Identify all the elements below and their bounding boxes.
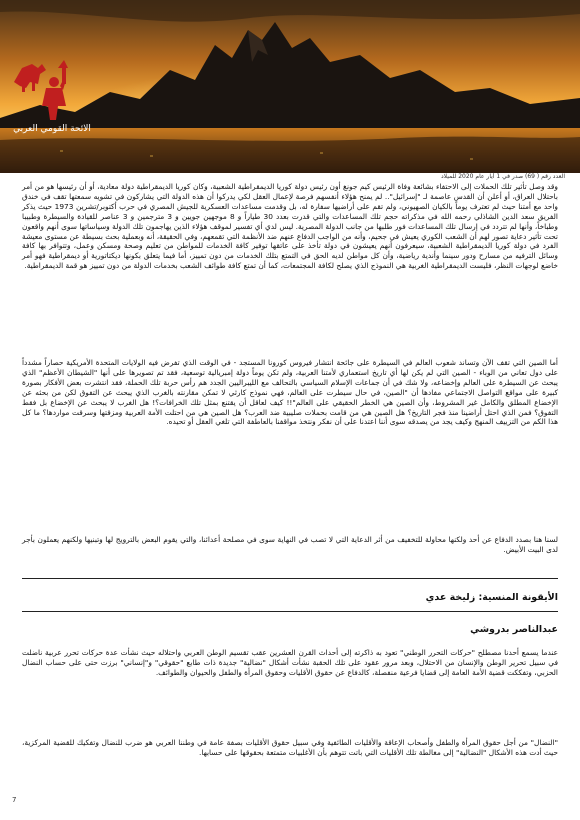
section-heading: الأيقونة المنسية: زليخة عدي — [425, 592, 558, 603]
horse-emblem-icon — [14, 64, 46, 92]
article-paragraph-1: وقد وصل تأثير تلك الحملات إلى الاحتفاء بشائعة وفاة الرئيس كيم جونغ أون رئيس دولة كوريا الديمقراطية الشعبية، وكان كوريا الديمقراطية دولة معادية، أو أن رئيسها هو من أمر باحتلال العراق، أو أعلن أن القدس عاصمة لـ "إسرائيل".. لم يمنح هؤلاء أنفسهم فرصة لإعمال العقل لكي يدركوا أن هذه الدولة التي يشاركون في تشويه سمعتها تقف في خندق واحد مع أمتنا حيث لم تعترف يوماً بالكيان الصهيوني، ولم تقم على أراضيها سفارة له، بل وقدمت مساعدات العسكرية للجيش المصري في حرب أكتوبر/تشرين 1973 حيث يذكر الفريق سعد الدين الشاذلي رحمه الله في مذكراته حجم تلك المساعدات والتي قدرت بعدد 30 طياراً و 8 موجهين جويين و 3 مترجمين و 3 عناصر للقيادة والسيطرة وطبيبا وطباخاً، وأنها لم تتردد في إرسال تلك المساعدات فور طلبها من جانب الدولة المصرية. ليس لدي أي تفسير لموقف هؤلاء الذين يهاجمون تلك الدولة وسياساتها سوى أنهم واقعون تحت تأثير دعاية تصور لهم أن الشعب الكوري يعيش في جحيم، وأنه من الواجب الدفاع عنهم ضد الأنظمة التي تقمعهم، وفي الحقيقة، أنه وبعملية بحث بسيطة عن مستوى معيشة الفرد في دولة كوريا الديمقراطية الشعبية، سيعرفون أنهم يعيشون في دولة تأخذ على عاتقها توفير كافة الخدمات للمواطن من تعليم وصحة ومسكن وعمل، وتتوافر بها كافة وسائل الترفيه من مسارح ودور سينما وأندية رياضية، وأن كل مواطن لديه الحق في التمتع بتلك الخدمات من دون تمييز، أما فيما يتعلق بكونها ديكتاتورية أو ديمقراطية فهو أمر خاضع لوجهات النظر، فليست الديمقراطية الغربية هي النموذج الذي يصلح لكافة المجتمعات، كما أن تمتع كافة طوائف الشعب بخدمات الدولة من دون تمييز هو قمة الديمقراطية. — [22, 182, 558, 271]
logo-emblem — [8, 58, 96, 124]
section-divider — [22, 578, 558, 579]
party-logo — [8, 58, 96, 134]
issue-info: العدد رقم ( 69) صدر في 1 أيار عام 2020 للميلاد — [440, 173, 565, 180]
section-paragraph-2: "النضال" من أجل حقوق المرأة والطفل وأصحاب الإعاقة والأقليات الطائفية وفي سبيل حقوق الأقليات بصفة عامة في وطننا العربي هو ضرب للنضال وتفكيك للقضية المركزية، حيث أدت هذه الأشكال "النضالية" إلى مغالطة تلك الأقليات التي باتت تتوهم بأن الأغلبيات متمتعة بحقوقها على حسابها. — [22, 738, 558, 757]
torch-figure-icon — [42, 60, 68, 120]
author-name: عبدالناصر بدروشي — [470, 624, 558, 635]
article-paragraph-3: لسنا هنا بصدد الدفاع عن أحد ولكنها محاولة للتخفيف من أثر الدعاية التي لا تصب في النهاية سوى في مصلحة أعدائنا، والتي يقوم البعض بالترويج لها وتبنيها ولكنهم يعملون بأجر لدى البيت الأبيض. — [22, 535, 558, 554]
section-paragraph-1: عندما يسمع أحدنا مصطلح "حركات التحرر الوطني" تعود به ذاكرته إلى أحداث القرن العشرين عقب تقسيم الوطن العربي واحتلاله حيث نشأت عدة حركات تحرر عربية ناضلت في سبيل تحرير الوطن والإنسان من الاحتلال، وبعد مرور عقود على تلك الحقبة نشأت أشكال "نضالية" جديدة ذات طابع "حقوقي" و"إنساني" برزت حتى على حساب النضال الحزبي، وتفككت قضية الأمة العامة إلى قضايا فرعية منفصلة، كالدفاع عن حقوق الأقليات وحقوق المرأة والطفل والحيوان والطوائف. — [22, 648, 558, 677]
logo-title: الائحة القومي العربي — [13, 124, 91, 134]
article-paragraph-2: أما الصين التي تقف الآن وتساند شعوب العالم في السيطرة على جائحة انتشار فيروس كورونا المستجد - في الوقت الذي تفرض فيه الولايات المتحدة الأمريكية حصاراً مشدداً على دول تعاني من الوباء - الصين التي لم يكن لها أي تاريخ استعماري لأمتنا العربية، ولم تكن يوماً دولة إمبريالية توسعية، فقد تم تصويرها على أنها "الشيطان الأعظم" الذي يبحث عن السيطرة على العالم وإخضاعه، ولا شك في أن جماعات الإسلام السياسي بالتحالف مع الليبراليين الجدد هم رأس حربة تلك الحملة، فقد انتشرت بعض الأفكار بصورة كبيرة على مواقع التواصل الاجتماعي مفادها أن "الصين، في حال سيطرت على العالم، فهي نموذج كارثي لا تمكن مقارنته بالغرب الذي يبحث عن التفوق لكن من بحثه عن الإخضاع المطلق والكامل غير المشروط، وأن الصين هي الخطر الحقيقي على العالم"!! كيف لعاقل أن يقتنع بمثل تلك الخرافات؟! هل الغرب لا يبحث عن الإخضاع بل فقط التفوق؟ فمن الذي احتل أراضينا منذ فجر التاريخ؟ هل الصين هي من قامت بحملات صليبية ضد العرب؟ هل الصين هي من احتلت الأمة العربية ومزقتها وسرقت مواردها؟ ما كل هذا الكم من التزييف المنهج وكيف يجد من يصدقه سوى أننا اعتدنا على أن نفكر ونتخذ مواقفنا بالعاطفة التي تلغي العقل أو تحيده. — [22, 358, 558, 427]
page-number: 7 — [12, 796, 17, 804]
header-banner — [0, 0, 580, 173]
heading-divider — [22, 611, 558, 612]
